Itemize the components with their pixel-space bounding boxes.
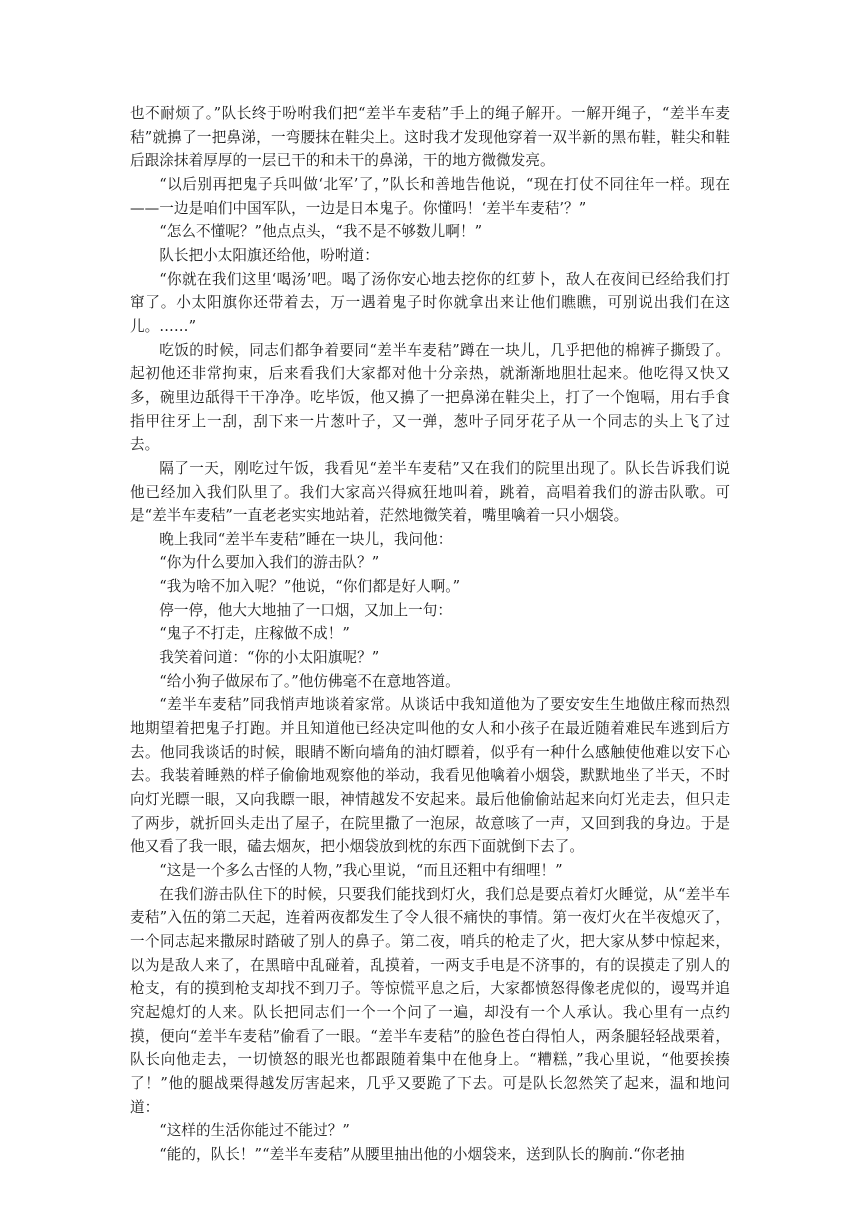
paragraph: “以后别再把鬼子兵叫做‘北军’了，”队长和善地告他说，“现在打仗不同往年一样。现在——一边是咱们中国军队，一边是日本鬼子。你懂吗！‘差半车麦秸’？”	[130, 175, 730, 217]
paragraph: 也不耐烦了。”队长终于吩咐我们把“差半车麦秸”手上的绳子解开。一解开绳子，“差半车麦秸”就擤了一把鼻涕，一弯腰抹在鞋尖上。这时我才发现他穿着一双半新的黑布鞋，鞋尖和鞋后跟涂抹着厚厚的一层已干的和未干的鼻涕，干的地方微微发亮。	[130, 105, 730, 170]
body-text	[130, 102, 730, 1167]
paragraph: “你就在我们这里‘喝汤’吧。喝了汤你安心地去挖你的红萝卜，敌人在夜间已经给我们打窜了。小太阳旗你还带着去，万一遇着鬼子时你就拿出来让他们瞧瞧，可别说出我们在这儿。……”	[130, 270, 730, 335]
paragraph: 在我们游击队住下的时候，只要我们能找到灯火，我们总是要点着灯火睡觉，从“差半车麦秸”入伍的第二天起，连着两夜都发生了令人很不痛快的事情。第一夜灯火在半夜熄灭了，一个同志起来撒尿时踏破了别人的鼻子。第二夜，哨兵的枪走了火，把大家从梦中惊起来，以为是敌人来了，在黑暗中乱碰着，乱摸着，一两支手电是不济事的，有的误摸走了别人的枪支，有的摸到枪支却找不到刀子。等惊慌平息之后，大家都愤怒得像老虎似的，谩骂并追究起熄灯的人来。队长把同志们一个一个问了一遍，却没有一个人承认。我心里有一点约摸，便向“差半车麦秸”偷看了一眼。“差半车麦秸”的脸色苍白得怕人，两条腿轻轻战栗着，队长向他走去，一切愤怒的眼光也都跟随着集中在他身上。“糟糕，”我心里说，“他要挨揍了！”他的腿战栗得越发厉害起来，几乎又要跪了下去。可是队长忽然笑了起来，温和地问道：	[130, 885, 730, 1116]
paragraph: “你为什么要加入我们的游击队？”	[159, 554, 380, 572]
paragraph: 晚上我同“差半车麦秸”睡在一块儿，我问他：	[159, 530, 453, 548]
paragraph: 隔了一天，刚吃过午饭，我看见“差半车麦秸”又在我们的院里出现了。队长告诉我们说他已经加入我们队里了。我们大家高兴得疯狂地叫着，跳着，高唱着我们的游击队歌。可是“差半车麦秸”一直老老实实地站着，茫然地微笑着，嘴里噙着一只小烟袋。	[130, 459, 730, 525]
paragraph: “这样的生活你能过不能过？”	[159, 1122, 350, 1140]
paragraph: 队长把小太阳旗还给他，吩咐道：	[159, 246, 379, 264]
paragraph: 停一停，他大大地抽了一口烟，又加上一句：	[159, 601, 453, 619]
paragraph: 吃饭的时候，同志们都争着要同“差半车麦秸”蹲在一块儿，几乎把他的棉裤子撕毁了。起初他还非常拘束，后来看我们大家都对他十分亲热，就渐渐地胆壮起来。他吃得又快又多，碗里边舐得干干净净。吃毕饭，他又擤了一把鼻涕在鞋尖上，打了一个饱嗝，用右手食指甲往牙上一刮，刮下来一片葱叶子，又一弹，葱叶子同牙花子从一个同志的头上飞了过去。	[130, 341, 730, 454]
paragraph: “怎么不懂呢？”他点点头，“我不是不够数儿啊！”	[159, 223, 483, 241]
paragraph: “鬼子不打走，庄稼做不成！”	[159, 625, 350, 643]
paragraph: “能的，队长！”“差半车麦秸”从腰里抽出他的小烟袋来，送到队长的胸前.“你老抽	[159, 1145, 685, 1163]
paragraph: “差半车麦秸”同我悄声地谈着家常。从谈话中我知道他为了要安安生生地做庄稼而热烈地期望着把鬼子打跑。并且知道他已经决定叫他的女人和小孩子在最近随着难民车逃到后方去。他同我谈话的时候，眼睛不断向墙角的油灯瞟着，似乎有一种什么感触使他难以安下心去。我装着睡熟的样子偷偷地观察他的举动，我看见他噙着小烟袋，默默地坐了半天，不时向灯光瞟一眼，又向我瞟一眼，神情越发不安起来。最后他偷偷站起来向灯光走去，但只走了两步，就折回头走出了屋子，在院里撒了一泡尿，故意咳了一声，又回到我的身边。于是他又看了我一眼，磕去烟灰，把小烟袋放到枕的东西下面就倒下去了。	[130, 696, 730, 856]
paragraph: 我笑着问道：“你的小太阳旗呢？”	[159, 649, 380, 667]
paragraph: “这是一个多么古怪的人物，”我心里说，“而且还粗中有细哩！”	[159, 862, 563, 879]
paragraph: “给小狗子做尿布了。”他仿佛毫不在意地答道。	[159, 672, 460, 690]
paragraph: “我为啥不加入呢？”他说，“你们都是好人啊。”	[159, 578, 461, 596]
